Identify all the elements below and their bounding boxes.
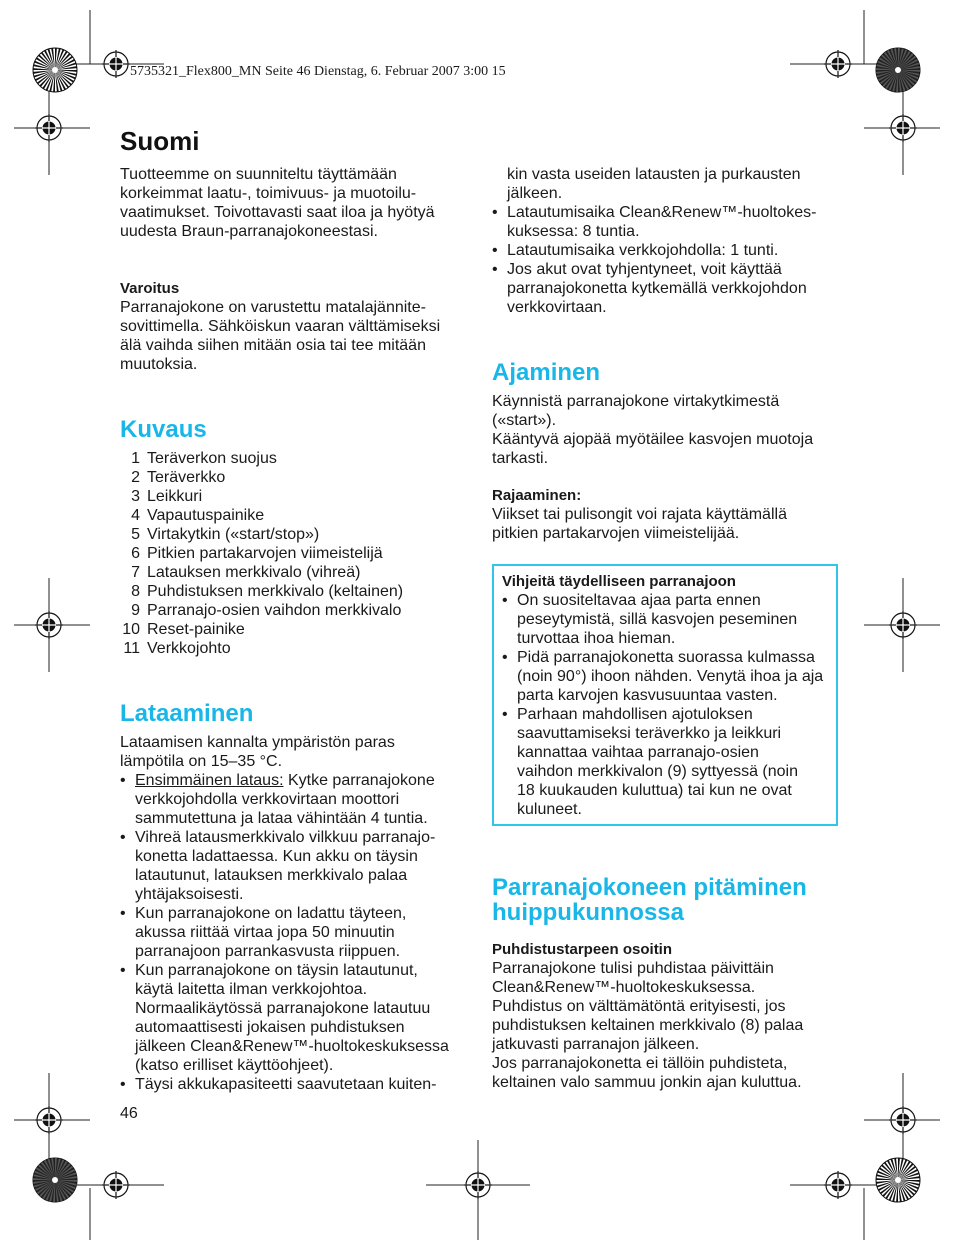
page-title: Suomi — [120, 126, 200, 156]
item-label: Reset-painike — [147, 621, 245, 638]
warning-line: muutoksia. — [120, 356, 198, 373]
list-item: • Pidä parranajokonetta suorassa kulmassa — [502, 648, 828, 667]
warning-section — [120, 279, 465, 374]
list-item-line: Normaalikäytössä parranajokone latautuu — [135, 1000, 431, 1017]
body-line: tarkasti. — [492, 450, 549, 467]
intro-line: korkeimmat laatu-, toimivuus- ja muotoilu- — [120, 185, 417, 202]
list-item: • Latautumisaika Clean&Renew™-huoltokes- — [492, 203, 842, 222]
warning-line: sovittimella. Sähköiskun vaaran välttämiseksi — [120, 318, 441, 335]
list-item: • Kun parranajokone on ladattu täyteen, — [120, 904, 465, 923]
list-item — [120, 468, 465, 487]
tips-list — [502, 591, 828, 819]
crosshair-icon — [889, 1106, 917, 1134]
crosshair-icon — [464, 1171, 492, 1199]
item-number: 1 — [131, 450, 140, 467]
body-line: Clean&Renew™-huoltokeskuksessa. — [492, 979, 756, 996]
registration-starburst-icon — [33, 48, 77, 92]
body-line: Viikset tai pulisongit voi rajata käyttämällä — [492, 506, 787, 523]
list-item-line: verkkojohdolla verkkovirtaan moottori — [135, 791, 400, 808]
item-number: 7 — [131, 564, 140, 581]
item-label: Leikkuri — [147, 488, 203, 505]
body-line: pitkien partakarvojen viimeistelijää. — [492, 525, 740, 542]
ajaminen-heading: Ajaminen — [492, 359, 601, 386]
body-line: Käynnistä parranajokone virtakytkimestä — [492, 393, 780, 410]
care-heading-line: huippukunnossa — [492, 899, 684, 926]
warning-line: älä vaihda siihen mitään osia tai tee mitään — [120, 337, 426, 354]
list-item — [120, 601, 465, 620]
list-item — [120, 544, 465, 563]
crosshair-icon — [889, 114, 917, 142]
tips-heading: Vihjeitä täydelliseen parranajoon — [502, 573, 736, 590]
item-label: Virtakytkin («start/stop») — [147, 526, 320, 543]
item-number: 8 — [131, 583, 140, 600]
list-item: • Kun parranajokone on täysin latautunut, — [120, 961, 465, 980]
list-item-line: kuluneet. — [517, 801, 582, 818]
list-item: • Parhaan mahdollisen ajotuloksen — [502, 705, 828, 724]
list-item: • Vihreä latausmerkkivalo vilkkuu parranajo- — [120, 828, 465, 847]
item-label: Pitkien partakarvojen viimeistelijä — [147, 545, 383, 562]
body-line: lämpötila on 15–35 °C. — [120, 753, 283, 770]
list-item-line: käytä laitetta ilman verkkojohtoa. — [135, 981, 368, 998]
list-item: • On suositeltavaa ajaa parta ennen — [502, 591, 828, 610]
warning-line: Parranajokone on varustettu matalajännite- — [120, 299, 426, 316]
lataaminen-body — [120, 733, 465, 1094]
item-number: 10 — [122, 621, 140, 638]
registration-starburst-icon — [876, 1158, 920, 1202]
list-item — [120, 620, 465, 639]
list-item-line: (katso erilliset käyttöohjeet). — [135, 1057, 334, 1074]
body-line: puhdistuksen keltainen merkkivalo (8) palaa — [492, 1017, 804, 1034]
crosshair-icon — [824, 1171, 852, 1199]
item-label: Teräverkko — [147, 469, 226, 486]
tips-box — [492, 564, 838, 826]
list-item-line: jälkeen Clean&Renew™-huoltokeskuksessa — [135, 1038, 449, 1055]
registration-starburst-icon — [876, 48, 920, 92]
item-label: Parranajo-osien vaihdon merkkivalo — [147, 602, 402, 619]
lataaminen-heading: Lataaminen — [120, 700, 254, 727]
list-item-line: verkkovirtaan. — [507, 299, 607, 316]
crosshair-icon — [824, 50, 852, 78]
crosshair-icon — [35, 1106, 63, 1134]
rajaaminen-heading: Rajaaminen: — [492, 487, 582, 504]
item-number: 4 — [131, 507, 140, 524]
list-item-line: yhtäjaksoisesti. — [135, 886, 244, 903]
list-item-line: kuksessa: 8 tuntia. — [507, 223, 640, 240]
item-number: 9 — [131, 602, 140, 619]
crosshair-icon — [102, 50, 130, 78]
list-item-line: parranajokonetta kytkemällä verkkojohdon — [507, 280, 807, 297]
crosshair-icon — [35, 114, 63, 142]
care-heading — [492, 875, 842, 925]
item-number: 3 — [131, 488, 140, 505]
parts-list — [120, 449, 465, 658]
body-text: Kytke parranajokone — [283, 772, 435, 789]
item-label: Latauksen merkkivalo (vihreä) — [147, 564, 361, 581]
care-heading-line: Parranajokoneen pitäminen — [492, 874, 807, 901]
body-line: Jos parranajokonetta ei tällöin puhdisteta, — [492, 1055, 788, 1072]
cleaning-indicator-heading: Puhdistustarpeen osoitin — [492, 941, 673, 958]
item-label: Teräverkon suojus — [147, 450, 277, 467]
list-item — [120, 449, 465, 468]
list-item — [120, 487, 465, 506]
warning-heading: Varoitus — [120, 280, 180, 297]
body-line: Lataamisen kannalta ympäristön paras — [120, 734, 395, 751]
body-line: jatkuvasti parranajon jälkeen. — [492, 1036, 700, 1053]
list-item-line: parranajoon parrankasvusta riippuen. — [135, 943, 401, 960]
list-item-line: saavuttamiseksi teräverkko ja leikkuri — [517, 725, 782, 742]
list-item-line: automaattisesti jokaisen puhdistuksen — [135, 1019, 405, 1036]
list-item — [120, 639, 465, 658]
list-item — [120, 525, 465, 544]
ajaminen-body — [492, 392, 842, 468]
body-line: Kääntyvä ajopää myötäilee kasvojen muotoja — [492, 431, 814, 448]
item-number: 11 — [123, 640, 140, 657]
item-label: Puhdistuksen merkkivalo (keltainen) — [147, 583, 404, 600]
first-charge-label: Ensimmäinen lataus: — [135, 772, 284, 789]
list-item-line: 18 kuukauden kuluttua) tai kun ne ovat — [517, 782, 792, 799]
list-item-line: (noin 90°) ihoon nähden. Venytä ihoa ja aja — [517, 668, 824, 685]
list-item-line: akussa riittää virtaa jopa 50 minuutin — [135, 924, 395, 941]
list-item: • Jos akut ovat tyhjentyneet, voit käyttää — [492, 260, 842, 279]
list-item-line: konetta ladattaessa. Kun akku on täysin — [135, 848, 418, 865]
list-item-line: peseytymistä, sillä kasvojen peseminen — [517, 611, 798, 628]
crosshair-icon — [889, 611, 917, 639]
item-label: Vapautuspainike — [147, 507, 265, 524]
list-item — [120, 771, 465, 790]
list-item-line: parta karvojen kasvusuuntaa vasten. — [517, 687, 778, 704]
body-line: keltainen valo sammuu jonkin ajan kuluttua. — [492, 1074, 802, 1091]
charging-list-continued — [492, 165, 842, 317]
list-item-line: vaihdon merkkivalon (9) syttyessä (noin — [517, 763, 799, 780]
item-label: Verkkojohto — [147, 640, 231, 657]
body-line: Parranajokone tulisi puhdistaa päivittäin — [492, 960, 774, 977]
body-line: («start»). — [492, 412, 557, 429]
rajaaminen-section — [492, 486, 842, 543]
item-number: 5 — [131, 526, 140, 543]
care-body — [492, 940, 842, 1092]
list-item-line: latautunut, latauksen merkkivalo palaa — [135, 867, 408, 884]
list-item — [120, 563, 465, 582]
crosshair-icon — [102, 1171, 130, 1199]
body-line: Puhdistus on välttämätöntä erityisesti, jos — [492, 998, 786, 1015]
charging-continued — [492, 165, 842, 317]
intro-line: uudesta Braun-parranajokoneestasi. — [120, 223, 378, 240]
list-item: • Latautumisaika verkkojohdolla: 1 tunti. — [492, 241, 842, 260]
list-item-line: kannattaa vaihtaa parranajo-osien — [517, 744, 759, 761]
list-item-line: jälkeen. — [507, 185, 563, 202]
intro-paragraph — [120, 165, 465, 241]
page-number: 46 — [120, 1105, 138, 1122]
list-item-line: kin vasta useiden latausten ja purkausten — [507, 166, 801, 183]
intro-line: Tuotteemme on suunniteltu täyttämään — [120, 166, 397, 183]
list-item: • Täysi akkukapasiteetti saavutetaan kuiten- — [120, 1075, 465, 1094]
print-header: 5735321_Flex800_MN Seite 46 Dienstag, 6. Februar 2007 3:00 15 — [130, 64, 506, 79]
charging-list — [120, 771, 465, 1094]
list-item-line: turvottaa ihoa hieman. — [517, 630, 676, 647]
item-number: 2 — [131, 469, 140, 486]
item-number: 6 — [131, 545, 140, 562]
registration-starburst-icon — [33, 1158, 77, 1202]
list-item — [120, 582, 465, 601]
list-item-line: sammutettuna ja lataa vähintään 4 tuntia. — [135, 810, 428, 827]
list-item — [120, 506, 465, 525]
intro-line: vaatimukset. Toivottavasti saat iloa ja hyötyä — [120, 204, 435, 221]
kuvaus-heading: Kuvaus — [120, 416, 207, 443]
crosshair-icon — [35, 611, 63, 639]
